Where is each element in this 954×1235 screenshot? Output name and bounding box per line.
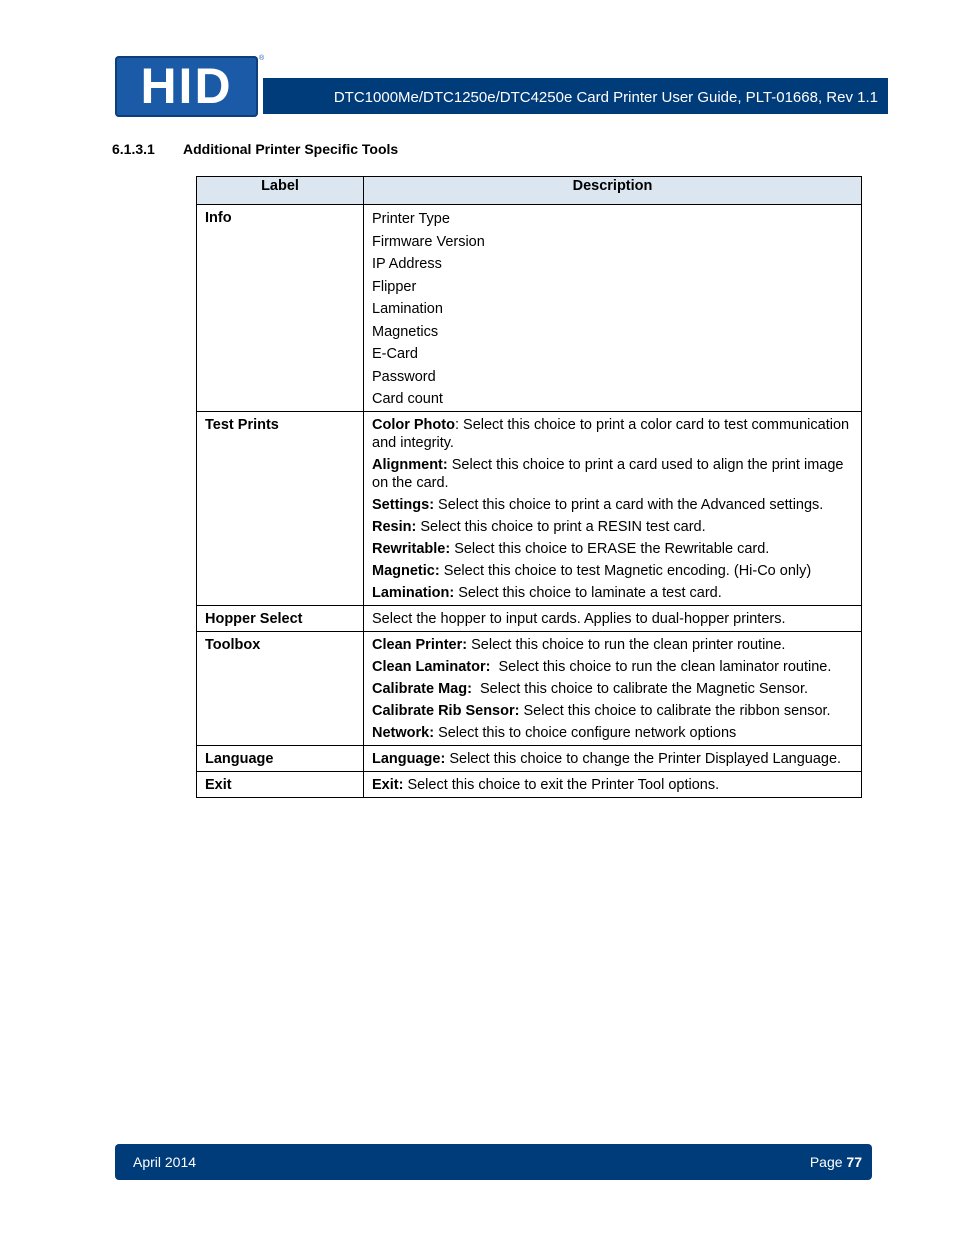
description-line <box>372 368 853 386</box>
description-line <box>372 300 853 318</box>
document-title: DTC1000Me/DTC1250e/DTC4250e Card Printer User Guide, PLT-01668, Rev 1.1 <box>333 89 878 106</box>
description-line <box>372 390 853 408</box>
option-name: Calibrate Rib Sensor: <box>372 703 520 719</box>
description-line <box>372 562 853 580</box>
description-line <box>372 584 853 602</box>
description-line <box>372 610 853 628</box>
description-line <box>372 658 853 676</box>
option-name: Resin: <box>372 519 417 535</box>
option-text: Printer Type <box>372 211 450 227</box>
row-label: Language <box>197 746 364 772</box>
description-line <box>372 496 853 514</box>
printer-tools-table <box>196 176 862 798</box>
description-line <box>372 233 853 251</box>
option-text: Select this choice to laminate a test card. <box>454 585 722 601</box>
option-text: Select this choice to run the clean laminator routine. <box>490 659 832 675</box>
description-line <box>372 345 853 363</box>
option-text: Select this choice to ERASE the Rewritable card. <box>450 541 770 557</box>
page-footer <box>115 1144 872 1180</box>
description-line <box>372 518 853 536</box>
option-name: Clean Laminator: <box>372 659 491 675</box>
option-name: Calibrate Mag: <box>372 681 472 697</box>
option-text: IP Address <box>372 256 442 272</box>
section-number: 6.1.3.1 <box>112 141 155 157</box>
row-description <box>364 412 862 606</box>
row-label: Info <box>197 205 364 412</box>
option-text: Select this choice to print a RESIN test card. <box>416 519 706 535</box>
option-name: Color Photo <box>372 417 455 433</box>
table-row <box>197 746 862 772</box>
label-column-header: Label <box>197 177 364 205</box>
option-name: Clean Printer: <box>372 637 468 653</box>
option-name: Network: <box>372 725 435 741</box>
logo-text: HID <box>140 58 233 114</box>
document-title-bar <box>263 78 888 114</box>
option-text: : Select this choice to print a color card to test communication and integrity. <box>372 417 854 451</box>
option-name: Lamination: <box>372 585 455 601</box>
option-text: Select this choice to test Magnetic encoding. (Hi-Co only) <box>439 563 812 579</box>
footer-page <box>810 1154 862 1170</box>
description-line <box>372 255 853 273</box>
option-text: Select this choice to calibrate the ribbon sensor. <box>519 703 831 719</box>
option-text: Magnetics <box>372 323 439 340</box>
table-row <box>197 772 862 798</box>
table-row <box>197 632 862 746</box>
option-name: Settings: <box>372 497 435 513</box>
description-line <box>372 540 853 558</box>
hid-logo <box>115 56 258 117</box>
row-label: Toolbox <box>197 632 364 746</box>
option-name: Exit: <box>372 777 404 793</box>
description-line <box>372 456 853 492</box>
option-name: Magnetic: <box>372 563 440 579</box>
table-header-row <box>197 177 862 205</box>
description-line <box>372 776 853 794</box>
description-line <box>372 278 853 296</box>
section-title: Additional Printer Specific Tools <box>183 141 399 157</box>
option-name: Alignment: <box>372 457 448 473</box>
table-row <box>197 412 862 606</box>
option-text: Card count <box>372 391 443 407</box>
option-text: Firmware Version <box>372 233 485 250</box>
description-line <box>372 416 853 452</box>
table-row <box>197 205 862 412</box>
row-description <box>364 205 862 412</box>
option-name: Rewritable: <box>372 541 451 557</box>
option-text: Select this choice to exit the Printer Tool options. <box>403 777 720 793</box>
table-row <box>197 606 862 632</box>
description-line <box>372 210 853 228</box>
option-name: Language: <box>372 751 446 767</box>
row-label: Exit <box>197 772 364 798</box>
description-line <box>372 724 853 742</box>
description-line <box>372 636 853 654</box>
option-text: Select this choice to print a card used to align the print image on the card. <box>372 457 848 491</box>
option-text: Flipper <box>372 278 417 295</box>
option-text: Select this choice to print a card with the Advanced settings. <box>434 497 824 513</box>
row-label: Test Prints <box>197 412 364 606</box>
footer-date: April 2014 <box>133 1154 197 1170</box>
row-description <box>364 632 862 746</box>
row-description <box>364 606 862 632</box>
row-description <box>364 772 862 798</box>
option-text: Select this choice to calibrate the Magnetic Sensor. <box>471 681 809 697</box>
table-body <box>197 205 862 798</box>
row-description <box>364 746 862 772</box>
description-column-header: Description <box>364 177 862 205</box>
description-line <box>372 680 853 698</box>
description-line <box>372 702 853 720</box>
option-text: Select this to choice configure network options <box>434 725 737 741</box>
row-label: Hopper Select <box>197 606 364 632</box>
option-text: Select the hopper to input cards. Applies to dual-hopper printers. <box>372 611 786 627</box>
option-text: Select this choice to change the Printer Displayed Language. <box>445 751 842 767</box>
option-text: Select this choice to run the clean printer routine. <box>467 637 786 653</box>
description-line <box>372 750 853 768</box>
option-text: Lamination <box>372 301 443 317</box>
registered-mark: ® <box>259 55 265 62</box>
description-line <box>372 323 853 341</box>
option-text: Password <box>372 368 436 385</box>
option-text: E-Card <box>372 346 418 362</box>
page-label: Page <box>809 1154 847 1170</box>
page-number: 77 <box>846 1154 862 1170</box>
